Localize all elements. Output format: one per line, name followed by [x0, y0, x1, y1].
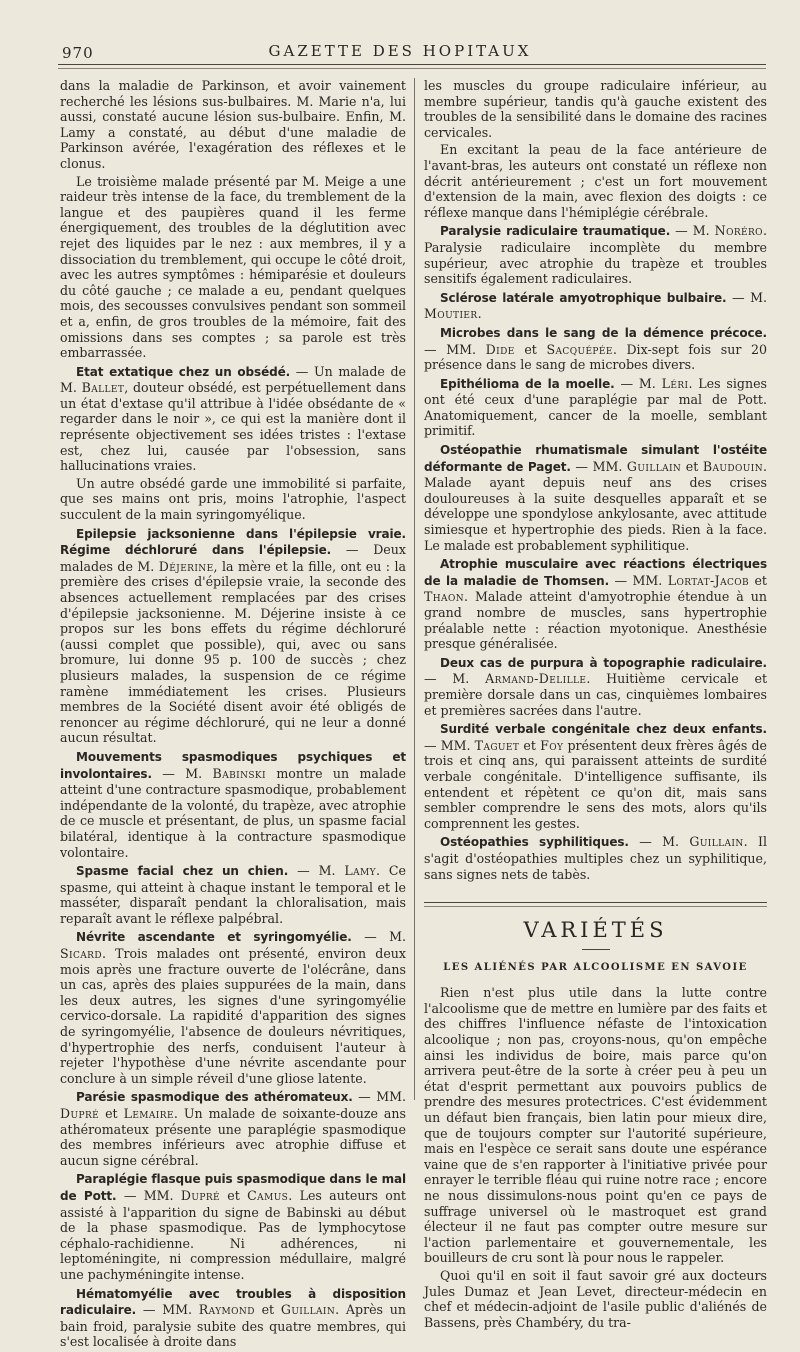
- report-entry: [60, 364, 406, 474]
- entry-separator: — Deux malades de M.: [60, 542, 406, 574]
- entry-heading: Ostéopathie rhumatismale simulant l'ostéite déformante de Paget.: [424, 443, 767, 474]
- paragraph: En excitant la peau de la face antérieure de l'avant-bras, les auteurs ont constaté un réflexe non décrit antérieurement ; c'est un fort mouvement d'extension de la main, avec flexion des doigts : ce réflexe manque dans l'hémiplégie cérébrale.: [424, 142, 767, 220]
- entry-body: . Paralysie radiculaire incomplète du membre supérieur, avec atrophie du trapèze et troubles sensitifs également radiculaires.: [424, 223, 767, 287]
- entry-separator: — MM.: [424, 341, 486, 357]
- report-entry: [424, 290, 767, 322]
- entry-author: Lamy: [344, 863, 376, 879]
- entry-body: , douteur obsédé, est perpétuellement dans un état d'extase qu'il attribue à l'idée obsédante de « regarder dans le noir », ce qui est la manière dont il représente objectivement ses idées tristes : l'extase est, chez lui, causée par l'obsession, sans hallucinations vraies.: [60, 380, 406, 474]
- entry-author: Raymond: [198, 1302, 255, 1318]
- entry-heading: Hématomyélie avec troubles à disposition radiculaire.: [60, 1286, 406, 1318]
- entry-body: . Malade ayant depuis neuf ans des crises douloureuses à la suite desquelles apparaît et se développe une spondylose ankylosante, avec attitude simiesque et hypertrophie des pieds. Rien à la face. Le malade est probablement syphilitique.: [424, 458, 767, 553]
- article-title: LES ALIÉNÉS PAR ALCOOLISME EN SAVOIE: [443, 961, 748, 973]
- entry-body: . Ce spasme, qui atteint à chaque instant le temporal et le masséter, disparaît pendant la chloralisation, mais reparaît avant le réflexe palpébral.: [60, 863, 406, 926]
- entry-author: Dupré: [180, 1187, 220, 1203]
- entry-heading: Epilepsie jacksonienne dans l'épilepsie vraie. Régime déchloruré dans l'épilepsie.: [60, 526, 406, 558]
- entry-heading: Atrophie musculaire avec réactions électriques de la maladie de Thomsen.: [424, 557, 767, 588]
- entry-heading: Epithélioma de la moelle.: [440, 376, 615, 391]
- entry-separator: — M.: [424, 671, 486, 687]
- section-title: VARIÉTÉS: [523, 918, 668, 943]
- entry-conjunction: et: [99, 1106, 124, 1121]
- entry-separator: — Un malade de M.: [60, 363, 406, 396]
- entry-heading: Mouvements spasmodiques psychiques et involontaires.: [60, 749, 406, 781]
- entry-author: Babinski: [212, 765, 266, 781]
- entry-separator: — MM.: [136, 1302, 199, 1318]
- entry-conjunction: et: [219, 1187, 248, 1203]
- entry-author: Ballet: [81, 380, 125, 396]
- entry-heading: Névrite ascendante et syringomyélie.: [76, 930, 352, 945]
- entry-author: Sacquépée: [546, 341, 613, 357]
- entry-body: , la mère et la fille, ont eu : la première des crises d'épilepsie vraie, la seconde des absences actuellement remplacées par des crises d'épilepsie jacksonienne. M. Déjerine insiste à ce propos sur les bons effets du régime déchloruré (aussi complet que possible), qui, avec ou sans bromure, lui donne 95 p. 100 de succès ; chez plusieurs malades, la suspension de ce régime ramène immédiatement les crises. Plusieurs membres de la Société disent avoir été obligés de renoncer au régime déchloruré, qui ne leur a donné aucun résultat.: [60, 558, 407, 746]
- entry-separator: — MM.: [352, 1089, 406, 1105]
- paragraph: les muscles du groupe radiculaire inférieur, au membre supérieur, tandis qu'à gauche existent des troubles de la sensibilité dans le domaine des racines cervicales.: [424, 78, 767, 140]
- entry-separator: — MM.: [570, 458, 627, 474]
- entry-body: . Un malade de soixante-douze ans athéromateux présente une paraplégie spasmodique des membres inférieurs avec atrophie diffuse et aucun signe cérébral.: [60, 1106, 407, 1168]
- entry-separator: — M.: [670, 223, 715, 239]
- entry-heading: Microbes dans le sang de la démence précoce.: [440, 325, 767, 340]
- entry-separator: — M.: [614, 375, 662, 391]
- entry-heading: Deux cas de purpura à topographie radiculaire.: [440, 655, 767, 670]
- entry-author: Lortat-Jacob: [667, 572, 750, 588]
- report-entry: [60, 863, 406, 926]
- header-rule-thin: [58, 68, 766, 69]
- entry-conjunction: et: [254, 1302, 281, 1318]
- entry-author: Foy: [540, 737, 564, 753]
- paragraph: Quoi qu'il en soit il faut savoir gré aux docteurs Jules Dumaz et Jean Levet, directeur-médecin en chef et médecin-adjoint de l'asile public d'aliénés de Bassens, près Chambéry, du tra-: [424, 1267, 767, 1330]
- entry-author: Déjerine: [158, 558, 214, 574]
- report-entry: [60, 1089, 406, 1168]
- entry-separator: — M.: [351, 929, 406, 945]
- entry-separator: — M.: [151, 765, 213, 781]
- entry-author: Taguet: [474, 737, 520, 753]
- right-column: [424, 78, 767, 1332]
- entry-author: Léri: [661, 375, 689, 391]
- paragraph: Rien n'est plus utile dans la lutte contre l'alcoolisme que de mettre en lumière par des faits et des chiffres l'influence néfaste de l'intoxication alcoolique ; non pas, croyons-nous, qu'on empêche ainsi les individus de boire, mais parce qu'on arrivera peut-être de la sorte à créer peu à peu un état d'esprit permettant aux pouvoirs publics de prendre des mesures protectrices. C'est évidemment un défaut bien français, bien latin pour mieux dire, que de toujours compter sur l'autorité supérieure, mais en l'espèce ce serait sans doute une espérance vaine que de s'en rapporter à l'initiative privée pour enrayer le terrible fléau qui ruine notre race ; encore ne nous dissimulons-nous point qu'en ce pays de suffrage universel où le mastroquet est grand électeur il ne faut pas compter outre mesure sur l'action parlementaire et gouvernementale, les bouilleurs de cru sont là pour nous le rappeler.: [424, 985, 767, 1266]
- running-title: GAZETTE DES HOPITAUX: [268, 42, 532, 60]
- entry-author: Guillain: [626, 458, 682, 474]
- title-rule: [582, 949, 610, 950]
- entry-body: . Trois malades ont présenté, environ deux mois après une fracture ouverte de l'olécrâne, dans un cas, après des plaies suppurées de la main, dans les deux autres, les signes d'une syringomyélie cervico-dorsale. La rapidité d'apparition des signes de syringomyélie, l'absence de douleurs névritiques, d'hypertrophie des nerfs, conduisent l'auteur à rejeter l'hypothèse d'une névrite ascendante pour conclure à un simple réveil d'une gliose latente.: [60, 946, 406, 1086]
- entry-body: .: [477, 306, 482, 322]
- entry-heading: Ostéopathies syphilitiques.: [440, 835, 629, 850]
- report-entry: [60, 1171, 406, 1282]
- entry-body: . Dix-sept fois sur 20 présence dans le sang de microbes divers.: [424, 341, 767, 373]
- entry-body: . Après un bain froid, paralysie subite des quatre membres, qui s'est localisée à droite dans: [60, 1302, 406, 1350]
- entry-separator: — MM.: [424, 737, 475, 753]
- entry-author: Baudouin: [702, 458, 763, 474]
- entry-heading: Etat extatique chez un obsédé.: [76, 364, 291, 379]
- entry-conjunction: et: [681, 458, 703, 474]
- report-entry: [60, 1286, 406, 1350]
- entry-conjunction: et: [749, 572, 767, 588]
- entry-body: présentent deux frères âgés de trois et cinq ans, qui paraissent atteints de surdité verbale congénitale. D'intelligence suffisante, ils entendent et répètent ce qu'on dit, mais sans sembler comprendre le sens des mots, alors qu'ils comprennent les gestes.: [424, 737, 767, 831]
- report-entry: [424, 721, 767, 831]
- header-rule: [58, 64, 766, 65]
- report-entry: [424, 325, 767, 373]
- entry-body: montre un malade atteint d'une contracture spasmodique, probablement indépendante de la volonté, du trapèze, avec atrophie de ce muscle et présentant, de plus, un spasme facial bilatéral, identique à la contracture spasmodique volontaire.: [60, 765, 406, 860]
- entry-body: . Les auteurs ont assisté à l'apparition du signe de Babinski au début de la phase spasmodique. Pas de lymphocytose céphalo-rachidienne. Ni adhérences, ni leptoméningite, ni compression médullaire, malgré une pachyméningite intense.: [60, 1187, 406, 1282]
- entry-heading: Sclérose latérale amyotrophique bulbaire.: [440, 290, 727, 305]
- entry-author: Lemaire: [123, 1106, 174, 1121]
- entry-separator: — MM.: [116, 1187, 181, 1203]
- report-entry: [424, 376, 767, 439]
- paragraph: Le troisième malade présenté par M. Meige a une raideur très intense de la face, du tremblement de la langue et des paupières quand il les ferme énergiquement, des troubles de la déglutition avec rejet des liquides par le nez : aux membres, il y a dissociation du tremblement, qui occupe le côté droit, avec les autres symptômes : hémiparésie et douleurs du côté gauche ; ce malade a eu, pendant quelques mois, des secousses convulsives pendant son sommeil et a, enfin, de gros troubles de la mémoire, fait des omissions dans ses comptes ; sa parole est très embarrassée.: [60, 173, 406, 361]
- report-entry: [424, 655, 767, 718]
- entry-heading: Parésie spasmodique des athéromateux.: [76, 1090, 353, 1105]
- entry-author: Thaon: [424, 589, 465, 605]
- entry-author: Guillain: [689, 834, 744, 850]
- entry-heading: Paralysie radiculaire traumatique.: [440, 224, 671, 239]
- report-entry: [424, 834, 767, 882]
- entry-body: . Huitième cervicale et première dorsale dans un cas, cinquièmes lombaires et premières sacrées dans l'autre.: [424, 671, 768, 718]
- entry-author: Dupré: [60, 1106, 100, 1121]
- entry-author: Dide: [485, 341, 515, 357]
- paragraph: dans la maladie de Parkinson, et avoir vainement recherché les lésions sus-bulbaires. M. Marie n'a, lui aussi, constaté aucune lésion sus-bulbaire. Enfin, M. Lamy a constaté, au début d'une maladie de Parkinson avérée, l'exagération des réflexes et le clonus.: [60, 78, 406, 171]
- section-rule: [424, 902, 767, 903]
- column-divider: [414, 78, 415, 1100]
- entry-author: Noréro: [714, 223, 763, 239]
- entry-separator: — M.: [726, 289, 768, 305]
- entry-heading: Paraplégie flasque puis spasmodique dans le mal de Pott.: [60, 1172, 406, 1203]
- left-column: [60, 78, 406, 1352]
- entry-separator: — M.: [288, 863, 345, 879]
- entry-author: Armand-Delille: [485, 671, 587, 687]
- report-entry: [424, 442, 767, 553]
- report-entry: [60, 526, 406, 746]
- report-entry: [60, 929, 406, 1086]
- page-number: 970: [62, 44, 94, 62]
- entry-author: Camus: [247, 1187, 289, 1203]
- paragraph: Un autre obsédé garde une immobilité si parfaite, que ses mains ont pris, moins l'atrophie, l'aspect succulent de la main syringomyélique.: [60, 475, 406, 523]
- entry-separator: — MM.: [609, 572, 668, 588]
- entry-conjunction: et: [514, 341, 547, 357]
- entry-heading: Spasme facial chez un chien.: [76, 864, 289, 879]
- report-entry: [60, 749, 406, 860]
- entry-author: Moutier: [424, 306, 478, 322]
- entry-body: . Malade atteint d'amyotrophie étendue à un grand nombre de muscles, sans hypertrophie préalable nette : réaction myotonique. Anesthésie presque généralisée.: [424, 589, 767, 652]
- entry-author: Sicard: [60, 946, 102, 962]
- report-entry: [424, 556, 767, 652]
- entry-author: Guillain: [280, 1302, 336, 1318]
- entry-body: . Il s'agit d'ostéopathies multiples chez un syphilitique, sans signes nets de tabès.: [424, 834, 767, 882]
- entry-heading: Surdité verbale congénitale chez deux enfants.: [440, 722, 767, 737]
- entry-body: . Les signes ont été ceux d'une paraplégie par mal de Pott. Anatomiquement, cancer de la moelle, semblant primitif.: [424, 375, 767, 439]
- entry-separator: — M.: [628, 834, 690, 850]
- entry-conjunction: et: [519, 737, 541, 753]
- report-entry: [424, 223, 767, 286]
- section-rule-thin: [424, 906, 767, 907]
